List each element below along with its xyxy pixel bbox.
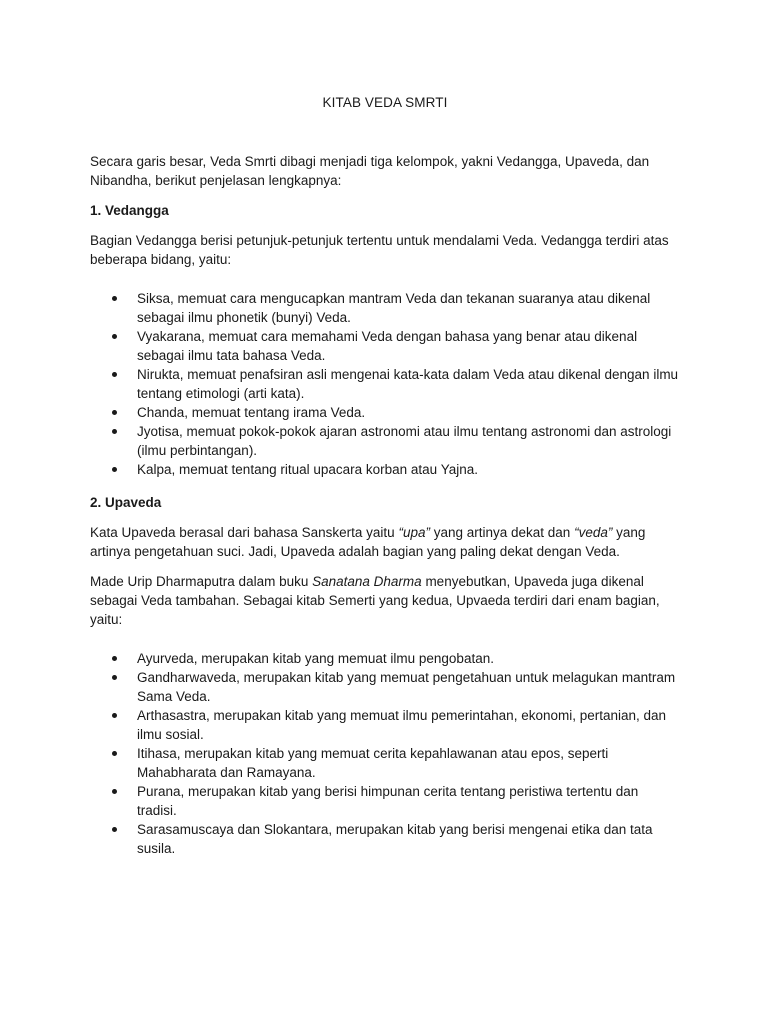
vedangga-list [90, 289, 680, 479]
list-item [90, 460, 680, 479]
list-item-text: Nirukta, memuat penafsiran asli mengenai kata-kata dalam Veda atau dikenal dengan ilmu tentang etimologi (arti kata). [137, 367, 679, 401]
bullet-icon [112, 467, 117, 472]
intro-paragraph: Secara garis besar, Veda Smrti dibagi menjadi tiga kelompok, yakni Vedangga, Upaveda, dan Nibandha, berikut penjelasan lengkapnya: [90, 154, 650, 188]
vedangga-paragraph: Bagian Vedangga berisi petunjuk-petunjuk tertentu untuk mendalami Veda. Vedangga terdiri atas beberapa bidang, yaitu: [90, 233, 669, 267]
bullet-icon [112, 656, 117, 661]
bullet-icon [112, 372, 117, 377]
document-body [90, 93, 680, 872]
list-item-text: Purana, merupakan kitab yang berisi himpunan cerita tentang peristiwa tertentu dan tradisi. [137, 784, 639, 818]
text-run: yang artinya dekat dan [429, 525, 575, 540]
list-item [90, 403, 680, 422]
list-item [90, 744, 680, 782]
list-item-text: Kalpa, memuat tentang ritual upacara korban atau Yajna. [137, 462, 478, 477]
list-item [90, 820, 680, 858]
section-heading-vedangga: 1. Vedangga [90, 203, 169, 218]
list-item-text: Arthasastra, merupakan kitab yang memuat ilmu pemerintahan, ekonomi, pertanian, dan ilmu sosial. [137, 708, 667, 742]
list-item [90, 668, 680, 706]
list-item-text: Sarasamuscaya dan Slokantara, merupakan kitab yang berisi mengenai etika dan tata susila. [137, 822, 653, 856]
bullet-icon [112, 296, 117, 301]
list-item-text: Jyotisa, memuat pokok-pokok ajaran astronomi atau ilmu tentang astronomi dan astrologi (ilmu perbintangan). [137, 424, 672, 458]
list-item-text: Chanda, memuat tentang irama Veda. [137, 405, 366, 420]
list-item [90, 289, 680, 327]
list-item [90, 782, 680, 820]
bullet-icon [112, 827, 117, 832]
section-heading-upaveda: 2. Upaveda [90, 495, 162, 510]
text-run: Kata Upaveda berasal dari bahasa Sanskerta yaitu [90, 525, 399, 540]
bullet-icon [112, 410, 117, 415]
list-item [90, 649, 680, 668]
upaveda-paragraph-2 [90, 572, 680, 629]
bullet-icon [112, 334, 117, 339]
upaveda-paragraph-1 [90, 523, 680, 561]
list-item-text: Itihasa, merupakan kitab yang memuat cerita kepahlawanan atau epos, seperti Mahabharata dan Ramayana. [137, 746, 609, 780]
bullet-icon [112, 751, 117, 756]
document-title: KITAB VEDA SMRTI [322, 95, 448, 110]
list-item [90, 365, 680, 403]
term-veda: “veda” [574, 525, 613, 540]
upaveda-list [90, 649, 680, 858]
list-item-text: Ayurveda, merupakan kitab yang memuat ilmu pengobatan. [137, 651, 494, 666]
bullet-icon [112, 789, 117, 794]
text-run: Made Urip Dharmaputra dalam buku [90, 574, 313, 589]
list-item-text: Vyakarana, memuat cara memahami Veda dengan bahasa yang benar atau dikenal sebagai ilmu tata bahasa Veda. [137, 329, 638, 363]
list-item [90, 706, 680, 744]
text-run: menyebutkan, Upaveda juga dikenal sebagai Veda tambahan. Sebagai kitab Semerti yang kedua, Upvaeda terdiri dari enam bagian, yaitu: [90, 574, 660, 627]
book-title: Sanatana Dharma [312, 574, 422, 589]
list-item [90, 327, 680, 365]
text-run: yang artinya pengetahuan suci. Jadi, Upaveda adalah bagian yang paling dekat dengan Veda. [90, 525, 646, 559]
bullet-icon [112, 675, 117, 680]
bullet-icon [112, 429, 117, 434]
list-item-text: Gandharwaveda, merupakan kitab yang memuat pengetahuan untuk melagukan mantram Sama Veda. [137, 670, 676, 704]
bullet-icon [112, 713, 117, 718]
term-upa: “upa” [398, 525, 430, 540]
list-item [90, 422, 680, 460]
list-item-text: Siksa, memuat cara mengucapkan mantram Veda dan tekanan suaranya atau dikenal sebagai ilmu phonetik (bunyi) Veda. [137, 291, 651, 325]
